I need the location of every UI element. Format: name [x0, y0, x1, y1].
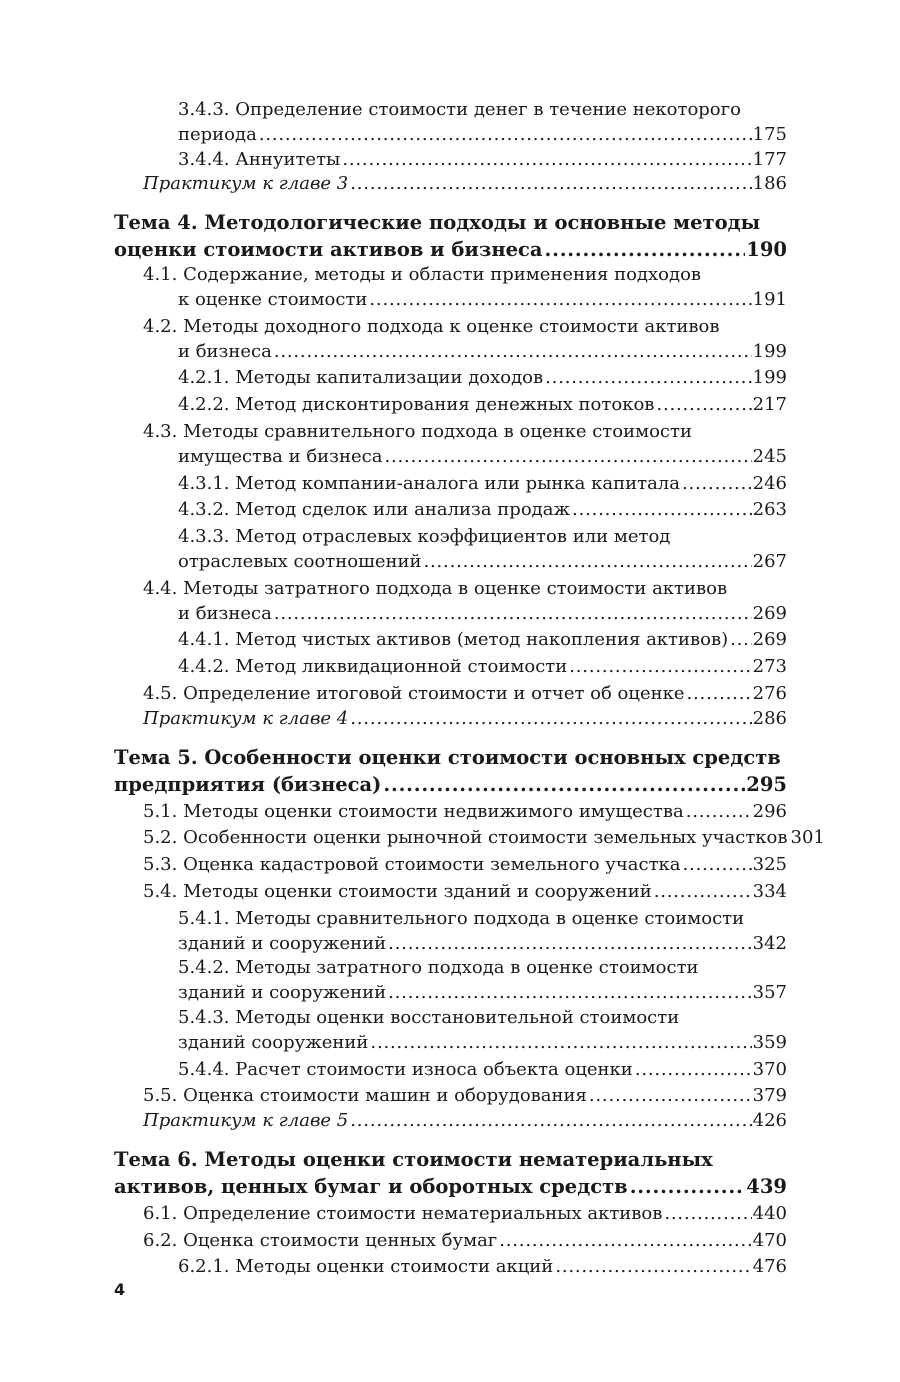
toc-entry-title-cont: к оценке стоимости	[178, 288, 368, 310]
leader-dots	[572, 498, 752, 523]
toc-page-number: 370	[752, 1058, 787, 1080]
toc-page-number: 286	[752, 707, 787, 729]
leader-dots	[350, 1109, 751, 1134]
leader-dots	[545, 236, 746, 263]
toc-page-number: 177	[752, 148, 787, 170]
toc-entry-title-cont: отраслевых соотношений	[178, 550, 422, 572]
toc-page-number: 263	[752, 499, 787, 521]
leader-dots	[656, 393, 751, 418]
toc-entry-practicum[interactable]	[114, 172, 787, 197]
toc-page-number: 325	[752, 854, 787, 876]
leader-dots	[388, 981, 752, 1006]
toc-entry[interactable]	[114, 682, 787, 707]
leader-dots	[545, 366, 751, 391]
toc-page-number: 175	[752, 123, 787, 145]
leader-dots	[682, 472, 752, 497]
toc-entry-title: 5.4. Методы оценки стоимости зданий и сооружений	[143, 880, 652, 902]
toc-entry-title: Практикум к главе 3	[143, 173, 349, 195]
toc-entry-practicum[interactable]	[114, 707, 787, 732]
toc-entry[interactable]	[114, 1255, 787, 1280]
toc-entry-title-cont: имущества и бизнеса	[178, 445, 383, 467]
toc-entry[interactable]	[114, 525, 787, 575]
leader-dots	[635, 1058, 752, 1083]
leader-dots	[350, 172, 751, 197]
toc-page-number: 199	[752, 367, 787, 389]
table-of-contents	[114, 98, 825, 1280]
toc-entry-title-cont: зданий и сооружений	[178, 982, 387, 1004]
leader-dots	[664, 1202, 751, 1227]
toc-entry[interactable]	[114, 148, 787, 173]
toc-page-number: 357	[752, 982, 787, 1004]
toc-entry-title: 6.1. Определение стоимости нематериальных активов	[143, 1202, 663, 1224]
toc-entry-title: 4.2. Методы доходного подхода к оценке стоимости активов	[143, 315, 720, 337]
page-number: 4	[114, 1280, 126, 1299]
toc-entry-title: 3.4.3. Определение стоимости денег в течение некоторого	[178, 99, 741, 120]
leader-dots	[589, 1084, 752, 1109]
toc-page-number: 334	[752, 880, 787, 902]
toc-theme-5[interactable]	[114, 744, 787, 798]
leader-dots	[384, 445, 751, 470]
toc-entry-title: 5.5. Оценка стоимости машин и оборудования	[143, 1085, 587, 1107]
toc-entry-title: 4.4.1. Метод чистых активов (метод накопления активов)	[178, 629, 729, 651]
toc-entry-title: 5.4.1. Методы сравнительного подхода в оценке стоимости	[178, 907, 745, 929]
toc-page-number: 217	[752, 394, 787, 416]
toc-entry[interactable]	[114, 472, 787, 497]
toc-entry-title-cont: и бизнеса	[178, 602, 272, 624]
toc-entry-title: 4.3. Методы сравнительного подхода в оценке стоимости	[143, 420, 692, 442]
toc-page-number: 269	[752, 629, 787, 651]
toc-entry[interactable]	[114, 1058, 787, 1083]
toc-entry[interactable]	[114, 1084, 787, 1109]
toc-entry[interactable]	[114, 98, 787, 148]
toc-theme-title: Тема 6. Методы оценки стоимости нематериальных	[114, 1147, 713, 1171]
toc-entry-title: 4.4.2. Метод ликвидационной стоимости	[178, 656, 568, 678]
toc-entry[interactable]	[114, 853, 787, 878]
toc-page-number: 470	[752, 1229, 787, 1251]
toc-page-number: 440	[752, 1202, 787, 1224]
leader-dots	[423, 550, 751, 575]
leader-dots	[383, 771, 745, 798]
toc-page-number: 246	[752, 472, 787, 494]
toc-page-number: 273	[752, 656, 787, 678]
toc-theme-title: Тема 4. Методологические подходы и основные методы	[114, 211, 761, 235]
toc-theme-title: Тема 5. Особенности оценки стоимости основных средств	[114, 745, 781, 769]
toc-page-number: 199	[752, 340, 787, 362]
toc-entry[interactable]	[114, 880, 787, 905]
toc-page-number: 379	[752, 1085, 787, 1107]
toc-theme-title-cont: оценки стоимости активов и бизнеса	[114, 238, 543, 262]
toc-entry[interactable]	[114, 366, 787, 391]
toc-entry-title: 4.2.2. Метод дисконтирования денежных потоков	[178, 394, 655, 416]
toc-entry-title: 5.2. Особенности оценки рыночной стоимости земельных участков	[143, 827, 788, 849]
toc-entry-title: 5.1. Методы оценки стоимости недвижимого имущества	[143, 800, 684, 822]
toc-entry-practicum[interactable]	[114, 1109, 787, 1134]
toc-entry[interactable]	[114, 826, 825, 851]
toc-entry-title: 5.3. Оценка кадастровой стоимости земельного участка	[143, 854, 681, 876]
toc-theme-4[interactable]	[114, 209, 787, 263]
toc-entry[interactable]	[114, 577, 787, 627]
toc-entry-title: 4.2.1. Методы капитализации доходов	[178, 367, 544, 389]
toc-page-number: 190	[746, 238, 787, 262]
leader-dots	[555, 1255, 751, 1280]
toc-theme-6[interactable]	[114, 1146, 787, 1200]
toc-page-number: 269	[752, 602, 787, 624]
toc-entry-title: 5.4.4. Расчет стоимости износа объекта оценки	[178, 1058, 633, 1080]
toc-entry[interactable]	[114, 1229, 787, 1254]
leader-dots	[350, 707, 751, 732]
leader-dots	[730, 628, 752, 653]
leader-dots	[686, 800, 752, 825]
leader-dots	[654, 880, 752, 905]
toc-page-number: 245	[752, 445, 787, 467]
toc-entry-title: 4.1. Содержание, методы и области применения подходов	[143, 264, 702, 286]
leader-dots	[274, 340, 752, 365]
toc-entry-title: 4.3.3. Метод отраслевых коэффициентов или метод	[178, 526, 671, 548]
toc-theme-title-cont: активов, ценных бумаг и оборотных средств	[114, 1174, 628, 1198]
toc-entry[interactable]	[114, 1006, 787, 1056]
toc-entry-title-cont: и бизнеса	[178, 340, 272, 362]
toc-entry-title: 4.5. Определение итоговой стоимости и отчет об оценке	[143, 682, 685, 704]
toc-entry-title: Практикум к главе 4	[143, 707, 349, 729]
leader-dots	[274, 602, 752, 627]
toc-page-number: 426	[752, 1110, 787, 1132]
toc-entry[interactable]	[114, 498, 787, 523]
toc-entry-title: Практикум к главе 5	[143, 1110, 349, 1132]
toc-page-number: 191	[752, 288, 787, 310]
toc-entry[interactable]	[114, 800, 787, 825]
toc-entry-title: 3.4.4. Аннуитеты	[178, 148, 341, 170]
leader-dots	[569, 655, 751, 680]
toc-page-number: 439	[746, 1174, 787, 1198]
toc-page-number: 295	[746, 772, 787, 796]
leader-dots	[259, 123, 752, 148]
leader-dots	[388, 932, 752, 957]
toc-entry[interactable]	[114, 1202, 787, 1227]
leader-dots	[342, 148, 751, 173]
toc-page-number: 276	[752, 682, 787, 704]
toc-entry[interactable]	[114, 420, 787, 470]
toc-page-number: 342	[752, 932, 787, 954]
toc-entry-title: 4.3.1. Метод компании-аналога или рынка капитала	[178, 472, 680, 494]
toc-entry[interactable]	[114, 907, 787, 957]
toc-page-number: 296	[752, 800, 787, 822]
toc-entry-title: 6.2. Оценка стоимости ценных бумаг	[143, 1229, 498, 1251]
toc-page-number: 301	[790, 827, 825, 849]
toc-entry-title: 5.4.2. Методы затратного подхода в оценке стоимости	[178, 957, 699, 979]
toc-entry[interactable]	[114, 655, 787, 680]
toc-entry[interactable]	[114, 628, 787, 653]
toc-entry[interactable]	[114, 393, 787, 418]
toc-entry[interactable]	[114, 956, 787, 1006]
toc-entry-title-cont: зданий сооружений	[178, 1031, 369, 1053]
toc-entry-title: 4.4. Методы затратного подхода в оценке стоимости активов	[143, 577, 728, 599]
toc-page-number: 186	[752, 173, 787, 195]
leader-dots	[369, 288, 751, 313]
leader-dots	[687, 682, 752, 707]
leader-dots	[683, 853, 752, 878]
toc-page-number: 359	[752, 1031, 787, 1053]
leader-dots	[499, 1229, 751, 1254]
toc-theme-title-cont: предприятия (бизнеса)	[114, 772, 382, 796]
toc-entry-title: 4.3.2. Метод сделок или анализа продаж	[178, 499, 571, 521]
toc-entry-title: 6.2.1. Методы оценки стоимости акций	[178, 1256, 554, 1278]
leader-dots	[370, 1031, 751, 1056]
toc-entry[interactable]	[114, 315, 787, 365]
toc-entry-title: 5.4.3. Методы оценки восстановительной стоимости	[178, 1006, 680, 1028]
leader-dots	[630, 1173, 746, 1200]
toc-entry-title-cont: зданий и сооружений	[178, 932, 387, 954]
toc-entry[interactable]	[114, 263, 787, 313]
toc-page-number: 267	[752, 550, 787, 572]
toc-entry-title-cont: периода	[178, 123, 257, 145]
toc-page-number: 476	[752, 1256, 787, 1278]
